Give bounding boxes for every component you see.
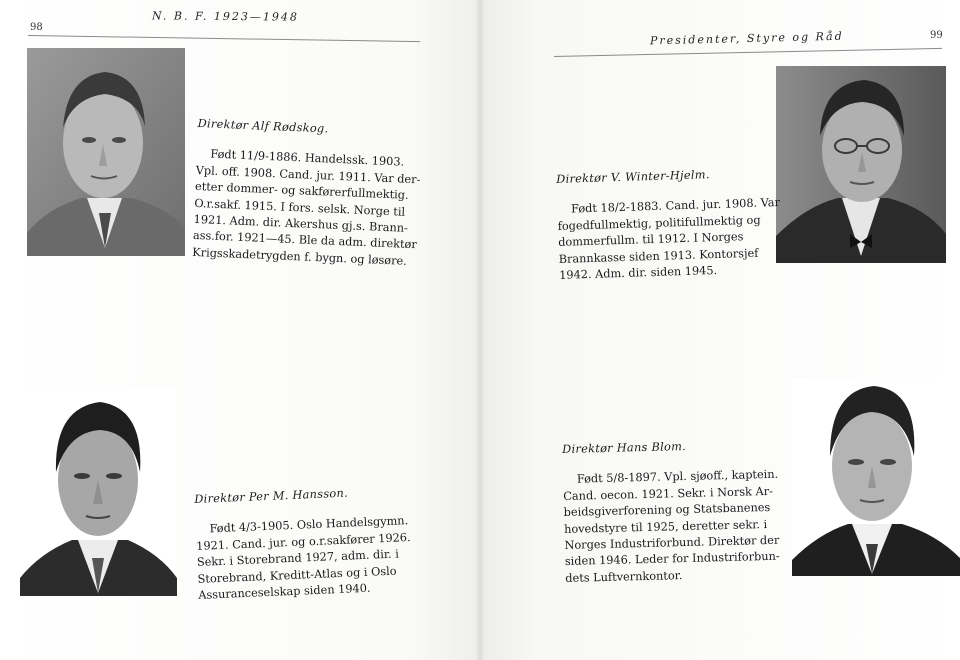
left-running-head: N. B. F. 1923—1948 <box>151 9 299 24</box>
left-page-number: 98 <box>30 22 43 33</box>
bio-name: Direktør V. Winter-Hjelm. <box>556 168 710 186</box>
bio-line: Født 4/3-1905. Oslo Handelsgymn. <box>209 514 409 536</box>
bio-hansson <box>194 483 423 605</box>
bio-line: Norges Industriforbund. Direktør der <box>564 533 780 552</box>
bio-line: dommerfullm. til 1912. I Norges <box>558 230 744 250</box>
bio-line: Født 18/2-1883. Cand. jur. 1908. Var <box>570 196 781 216</box>
bio-line: fogedfullmektig, politifullmektig og <box>557 213 761 233</box>
bio-line: beidsgiverforening og Statsbanenes <box>563 501 771 520</box>
bio-line: etter dommer- og sakførerfullmektig. <box>194 180 409 203</box>
bio-winter-hjelm <box>556 165 781 284</box>
bio-line: dets Luftvernkontor. <box>565 568 683 585</box>
bio-line: Cand. oecon. 1921. Sekr. i Norsk Ar- <box>563 484 774 503</box>
portrait-photo-winter-hjelm <box>776 66 946 263</box>
bio-name: Direktør Alf Rødskog. <box>197 116 329 136</box>
bio-line: 1942. Adm. dir. siden 1945. <box>559 264 718 282</box>
portrait-photo-hansson <box>20 388 177 596</box>
book-gutter <box>476 0 484 660</box>
bio-rodskog <box>192 116 422 271</box>
bio-line: Brannkasse siden 1913. Kontorsjef <box>558 246 759 266</box>
bio-line: siden 1946. Leder for Industriforbun- <box>564 550 780 569</box>
bio-line: Krigsskadetrygden f. bygn. og løsøre. <box>192 245 408 268</box>
bio-name: Direktør Per M. Hansson. <box>194 486 349 506</box>
bio-line: Født 11/9-1886. Handelssk. 1903. <box>210 147 405 170</box>
bio-name: Direktør Hans Blom. <box>562 439 687 456</box>
bio-line: Vpl. off. 1908. Cand. jur. 1911. Var der- <box>195 163 421 187</box>
bio-line: 1921. Adm. dir. Akershus gj.s. Brann- <box>193 212 409 235</box>
portrait-photo-rodskog <box>27 48 185 256</box>
right-running-head: Presidenter, Styre og Råd <box>649 29 844 48</box>
bio-line: hovedstyre til 1925, deretter sekr. i <box>563 517 768 536</box>
right-page-number: 99 <box>930 30 943 41</box>
portrait-photo-blom <box>792 378 960 576</box>
bio-line: Sekr. i Storebrand 1927, adm. dir. i <box>196 547 400 570</box>
bio-blom <box>562 437 783 588</box>
bio-line: Født 5/8-1897. Vpl. sjøoff., kaptein. <box>576 468 779 487</box>
bio-line: Storebrand, Kreditt-Atlas og i Oslo <box>197 564 397 586</box>
bio-line: 1921. Cand. jur. og o.r.sakfører 1926. <box>196 530 411 553</box>
bio-line: O.r.sakf. 1915. I fors. selsk. Norge til <box>194 196 406 219</box>
bio-line: ass.for. 1921—45. Ble da adm. direktør <box>192 229 418 252</box>
bio-line: Assuranceselskap siden 1940. <box>198 581 371 602</box>
